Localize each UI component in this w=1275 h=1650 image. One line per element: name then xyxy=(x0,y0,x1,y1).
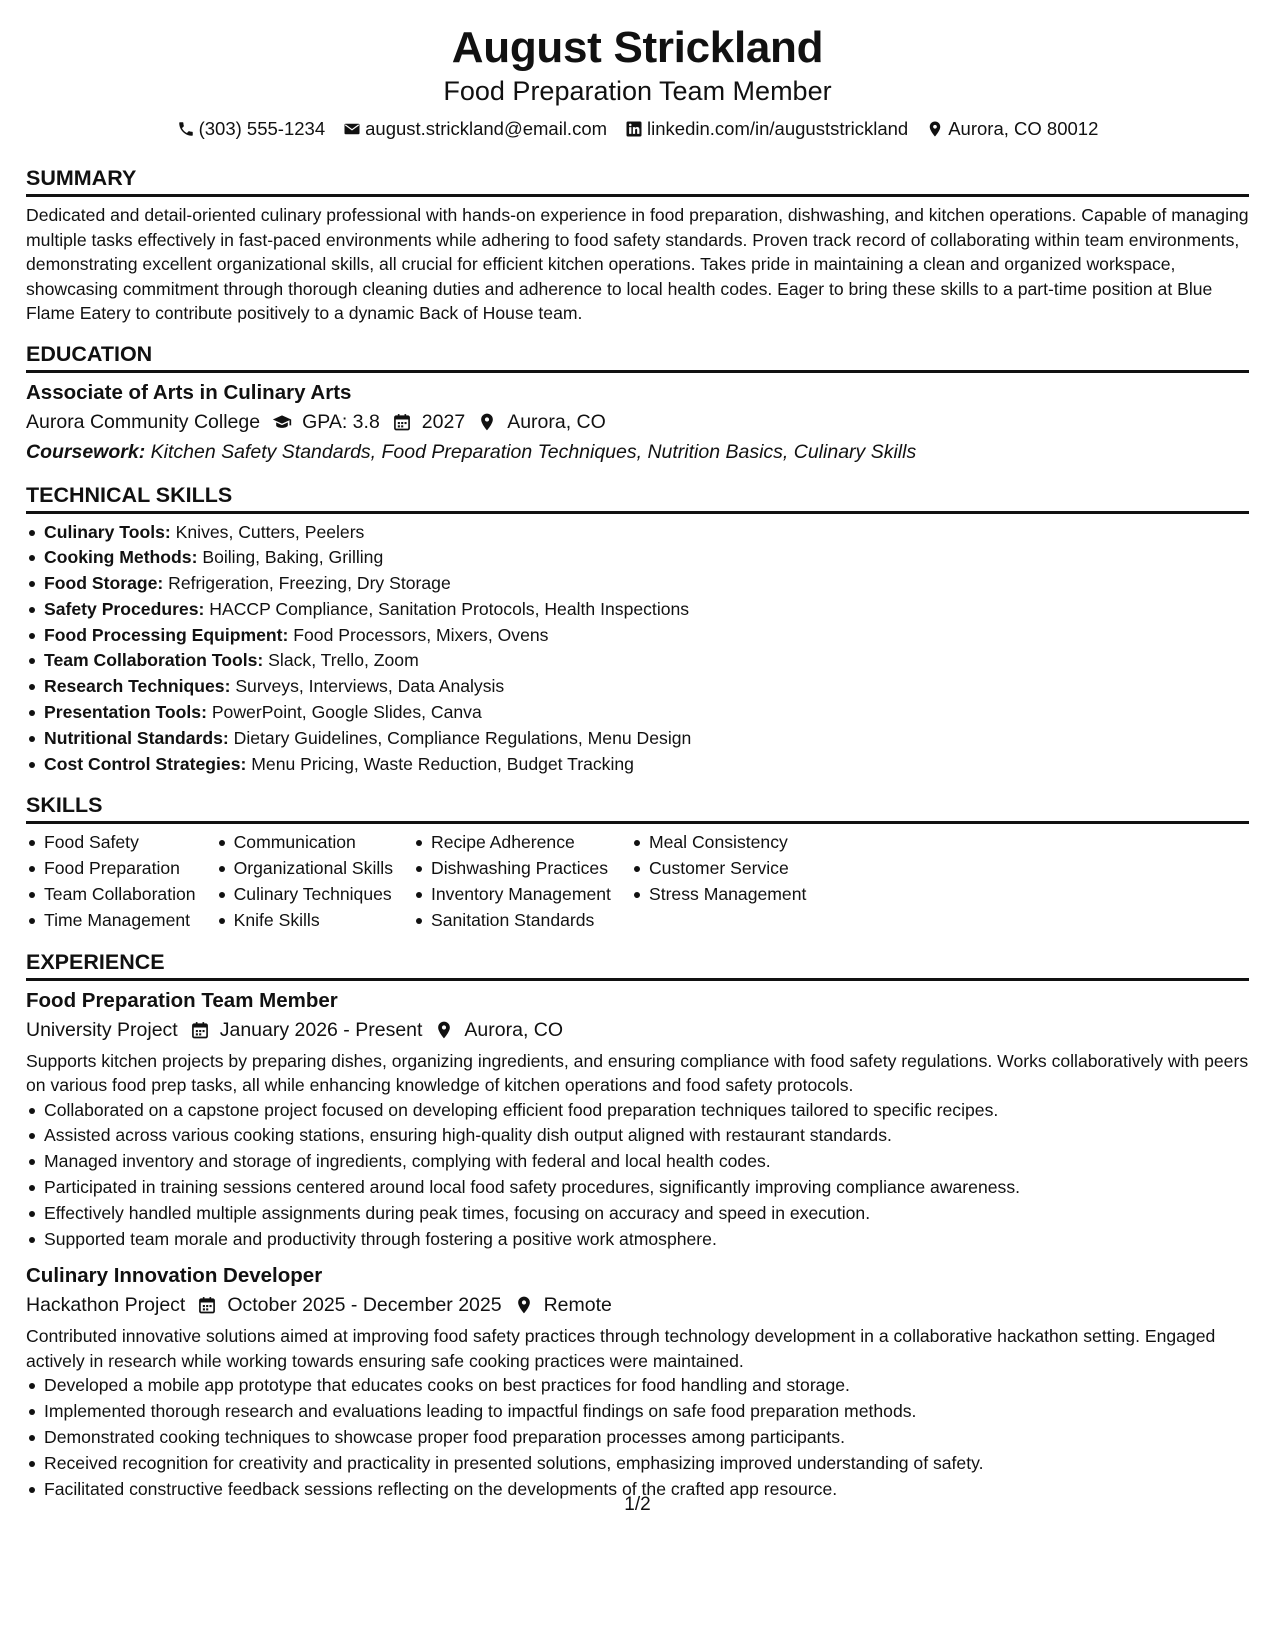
list-item: Demonstrated cooking techniques to showcase proper food preparation processes among participants. xyxy=(26,1425,1249,1451)
skill-label: Cooking Methods: xyxy=(44,547,198,568)
candidate-role: Food Preparation Team Member xyxy=(443,76,832,106)
contact-linkedin[interactable] xyxy=(625,116,908,142)
job-bullets xyxy=(26,1098,1249,1253)
list-item xyxy=(26,700,1249,726)
calendar-icon xyxy=(392,412,412,432)
job-location: Remote xyxy=(543,1294,612,1317)
skill-value: Surveys, Interviews, Data Analysis xyxy=(230,676,505,697)
skill-label: Safety Procedures: xyxy=(44,598,205,619)
education-meta xyxy=(26,407,1249,437)
list-item: Implemented thorough research and evaluations leading to impactful findings on safe food preparation methods. xyxy=(26,1399,1249,1425)
map-pin-icon xyxy=(477,412,497,432)
technical-skills-section xyxy=(26,481,1249,778)
list-item: Culinary Techniques xyxy=(216,882,413,908)
map-pin-icon xyxy=(514,1295,534,1315)
job-org: University Project xyxy=(26,1018,178,1041)
linkedin-text: linkedin.com/in/auguststrickland xyxy=(647,118,909,139)
envelope-icon xyxy=(343,120,361,138)
skill-label: Nutritional Standards: xyxy=(44,727,229,748)
skill-value: Boiling, Baking, Grilling xyxy=(197,547,384,568)
list-item: Participated in training sessions centered around local food safety procedures, significantly improving compliance awareness. xyxy=(26,1175,1249,1201)
resume-page xyxy=(26,22,1249,1502)
list-item xyxy=(26,674,1249,700)
list-item xyxy=(26,545,1249,571)
list-item: Organizational Skills xyxy=(216,856,413,882)
skill-value: Food Processors, Mixers, Ovens xyxy=(288,624,549,645)
list-item: Dishwashing Practices xyxy=(413,856,631,882)
skill-label: Presentation Tools: xyxy=(44,702,207,723)
list-item: Managed inventory and storage of ingredients, complying with federal and local health codes. xyxy=(26,1149,1249,1175)
skills-column-4 xyxy=(631,830,826,933)
list-item: Team Collaboration xyxy=(26,882,216,908)
coursework-text: Kitchen Safety Standards, Food Preparation Techniques, Nutrition Basics, Culinary Skills xyxy=(145,440,917,463)
skill-value: Menu Pricing, Waste Reduction, Budget Tracking xyxy=(246,753,634,774)
candidate-name: August Strickland xyxy=(451,23,824,72)
skills-section xyxy=(26,791,1249,933)
list-item: Supported team morale and productivity through fostering a positive work atmosphere. xyxy=(26,1227,1249,1253)
list-item: Food Preparation xyxy=(26,856,216,882)
page-number: 1/2 xyxy=(624,1494,651,1515)
contact-email[interactable] xyxy=(343,116,607,142)
list-item: Communication xyxy=(216,830,413,856)
skill-label: Food Storage: xyxy=(44,573,164,594)
list-item: Sanitation Standards xyxy=(413,908,631,934)
summary-text: Dedicated and detail-oriented culinary professional with hands-on experience in food preparation, dishwashing, and kitchen operations. Capable of managing multiple tasks effectively in fast-paced environments while adhering to food safety standards. Proven track record of collaborating within team environments, demonstrating excellent organizational skills, all crucial for efficient kitchen operations. Takes pride in maintaining a clean and organized workspace, showcasing commitment through thorough cleaning duties and adherence to local health codes. Eager to bring these skills to a part-time position at Blue Flame Eatery to contribute positively to a dynamic Back of House team. xyxy=(26,205,1249,323)
contact-line xyxy=(26,116,1249,142)
graduation-cap-icon xyxy=(272,412,292,432)
job-dates-item xyxy=(190,1015,423,1045)
skills-heading: SKILLS xyxy=(26,791,1249,824)
skills-column-2 xyxy=(216,830,413,933)
skills-grid xyxy=(26,830,1249,933)
list-item: Facilitated constructive feedback sessions reflecting on the developments of the crafted app resource. xyxy=(26,1477,1249,1503)
contact-location xyxy=(926,116,1098,142)
list-item: Effectively handled multiple assignments during peak times, focusing on accuracy and speed in execution. xyxy=(26,1201,1249,1227)
skill-label: Team Collaboration Tools: xyxy=(44,650,264,671)
experience-heading: EXPERIENCE xyxy=(26,948,1249,981)
skill-value: Dietary Guidelines, Compliance Regulations, Menu Design xyxy=(228,727,692,748)
coursework-label: Coursework: xyxy=(26,440,146,463)
list-item: Food Safety xyxy=(26,830,216,856)
skills-column-1 xyxy=(26,830,216,933)
education-section xyxy=(26,340,1249,467)
school-name: Aurora Community College xyxy=(26,410,261,433)
list-item: Knife Skills xyxy=(216,908,413,934)
job-dates: October 2025 - December 2025 xyxy=(227,1294,502,1317)
list-item xyxy=(26,520,1249,546)
job-description: Contributed innovative solutions aimed at improving food safety practices through technology development in a collaborative hackathon setting. Engaged actively in research while working towards ensuring safe cooking practices were maintained. xyxy=(26,1326,1216,1371)
job-entry xyxy=(26,1262,1249,1502)
skill-value: HACCP Compliance, Sanitation Protocols, Health Inspections xyxy=(204,598,690,619)
calendar-icon xyxy=(197,1295,217,1315)
job-meta xyxy=(26,1290,1249,1320)
list-item: Assisted across various cooking stations, ensuring high-quality dish output aligned with restaurant standards. xyxy=(26,1123,1249,1149)
linkedin-icon xyxy=(625,120,643,138)
school-location-item xyxy=(477,407,606,437)
list-item xyxy=(26,726,1249,752)
skill-value: Slack, Trello, Zoom xyxy=(263,650,419,671)
map-pin-icon xyxy=(434,1020,454,1040)
list-item: Time Management xyxy=(26,908,216,934)
skill-label: Food Processing Equipment: xyxy=(44,624,289,645)
list-item xyxy=(26,752,1249,778)
phone-icon xyxy=(177,120,195,138)
technical-skills-list xyxy=(26,520,1249,778)
location-text: Aurora, CO 80012 xyxy=(948,118,1099,139)
job-org: Hackathon Project xyxy=(26,1294,186,1317)
calendar-icon xyxy=(190,1020,210,1040)
gpa-item xyxy=(272,407,380,437)
job-description: Supports kitchen projects by preparing dishes, organizing ingredients, and ensuring compliance with food safety regulations. Works collaboratively with peers on various food prep tasks, all while enhancing knowledge of kitchen operations and food safety protocols. xyxy=(26,1050,1249,1096)
job-title: Culinary Innovation Developer xyxy=(26,1264,323,1288)
list-item xyxy=(26,571,1249,597)
list-item: Inventory Management xyxy=(413,882,631,908)
skills-column-3 xyxy=(413,830,631,933)
list-item: Meal Consistency xyxy=(631,830,826,856)
year-item xyxy=(392,407,465,437)
skill-label: Culinary Tools: xyxy=(44,521,171,542)
job-bullets xyxy=(26,1373,1249,1502)
summary-heading: SUMMARY xyxy=(26,164,1249,197)
skill-label: Cost Control Strategies: xyxy=(44,753,247,774)
list-item: Collaborated on a capstone project focused on developing efficient food preparation techniques tailored to specific recipes. xyxy=(26,1098,1249,1124)
job-location-item xyxy=(434,1015,563,1045)
list-item: Customer Service xyxy=(631,856,826,882)
list-item xyxy=(26,597,1249,623)
education-heading: EDUCATION xyxy=(26,340,1249,373)
list-item: Recipe Adherence xyxy=(413,830,631,856)
list-item: Developed a mobile app prototype that educates cooks on best practices for food handling and storage. xyxy=(26,1373,1249,1399)
skill-label: Research Techniques: xyxy=(44,676,231,697)
email-text: august.strickland@email.com xyxy=(365,118,608,139)
coursework-line xyxy=(26,437,1249,467)
school-location-text: Aurora, CO xyxy=(507,410,606,433)
job-entry xyxy=(26,987,1249,1253)
list-item: Received recognition for creativity and practicality in presented solutions, emphasizing improved understanding of safety. xyxy=(26,1451,1249,1477)
gpa-text: GPA: 3.8 xyxy=(302,410,380,433)
job-dates: January 2026 - Present xyxy=(219,1018,423,1041)
job-title: Food Preparation Team Member xyxy=(26,988,338,1012)
summary-section xyxy=(26,164,1249,326)
degree-title: Associate of Arts in Culinary Arts xyxy=(26,380,352,404)
job-dates-item xyxy=(197,1290,501,1320)
contact-phone[interactable] xyxy=(177,116,326,142)
job-meta xyxy=(26,1015,1249,1045)
list-item xyxy=(26,623,1249,649)
experience-section xyxy=(26,948,1249,1503)
skill-value: Refrigeration, Freezing, Dry Storage xyxy=(163,573,451,594)
skill-value: PowerPoint, Google Slides, Canva xyxy=(206,702,482,723)
list-item: Stress Management xyxy=(631,882,826,908)
phone-text: (303) 555-1234 xyxy=(198,118,326,139)
list-item xyxy=(26,648,1249,674)
technical-skills-heading: TECHNICAL SKILLS xyxy=(26,481,1249,514)
job-location: Aurora, CO xyxy=(464,1018,564,1041)
skill-value: Knives, Cutters, Peelers xyxy=(170,521,365,542)
resume-header xyxy=(26,22,1249,142)
year-text: 2027 xyxy=(421,410,466,433)
map-pin-icon xyxy=(926,120,944,138)
job-location-item xyxy=(514,1290,612,1320)
